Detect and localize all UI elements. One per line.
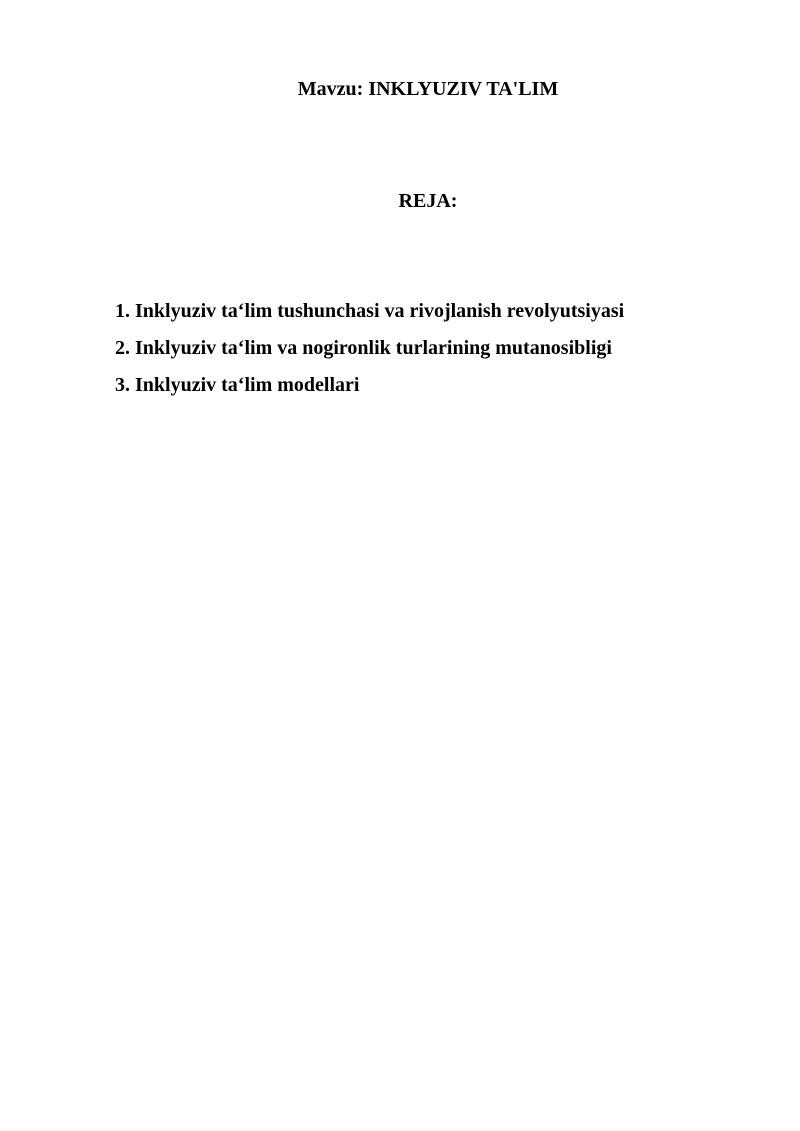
plan-list: [115, 298, 624, 409]
plan-item-1: 1. Inklyuziv ta‘lim tushunchasi va rivojlanish revolyutsiyasi: [115, 300, 625, 322]
plan-heading: REJA:: [398, 190, 458, 212]
plan-item-3: 3. Inklyuziv ta‘lim modellari: [115, 374, 360, 396]
plan-item-2: 2. Inklyuziv ta‘lim va nogironlik turlarining mutanosibligi: [115, 337, 612, 359]
page-title: Mavzu: INKLYUZIV TA'LIM: [297, 78, 559, 100]
